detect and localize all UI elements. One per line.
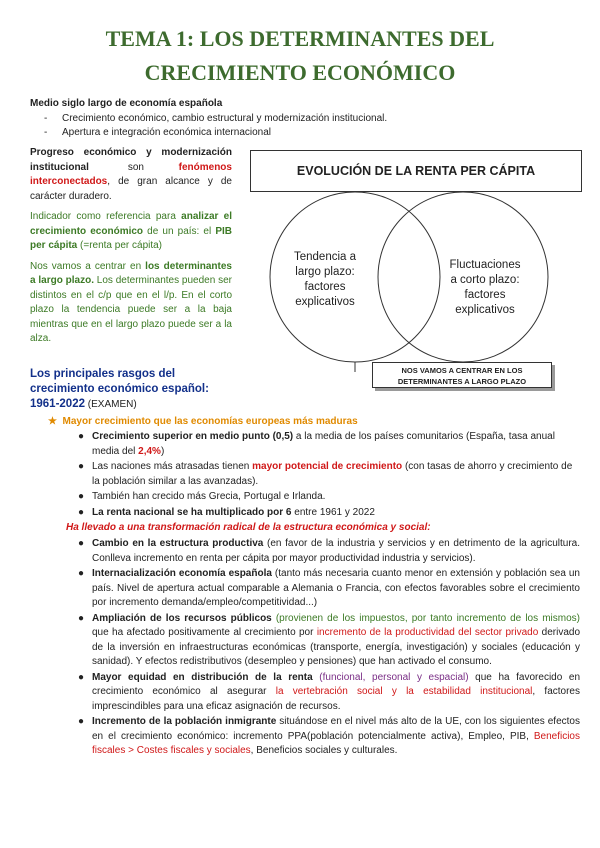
intro-section	[30, 97, 450, 141]
list-item: ● Ampliación de los recursos públicos (provienen de los impuestos, por tanto incremento de los mismos) que ha afectado positivamente al crecimiento por incremento de la productividad del sector privado derivado de la inversión en infraestructuras económicas (transporte, energía, investigación) y sociales (educación y sanidad). Y efectos redistributivos (desempleo y pensiones) que han activado el consumo.	[78, 612, 581, 667]
rasgos-heading: Los principales rasgos del crecimiento económico español: 1961-2022 (EXAMEN)	[30, 368, 209, 410]
list-item: ● Mayor equidad en distribución de la renta (funcional, personal y espacial) que ha favorecido en crecimiento económico al asegurar la vertebración social y la estabilidad institucional, factores imprescindibles para una eficaz asignación de recursos.	[78, 671, 581, 712]
progress-paragraph: Progreso económico y modernización institucional son fenómenos interconectados, de gran alcance y de carácter duradero.	[30, 147, 232, 202]
list-item: ● Las naciones más atrasadas tienen mayor potencial de crecimiento (con tasas de ahorro y crecimiento de la población similar a las avanzadas).	[78, 461, 573, 487]
title-line-2: CRECIMIENTO ECONÓMICO	[144, 60, 456, 85]
diagram-title: EVOLUCIÓN DE LA RENTA PER CÁPITA	[296, 164, 536, 178]
intro-item: - Crecimiento económico, cambio estructural y modernización institucional.	[30, 112, 450, 127]
list-item: ● Crecimiento superior en medio punto (0,5) a la media de los países comunitarios (España, tasa anual media del 2,4%)	[78, 431, 555, 457]
transform-heading: Ha llevado a una transformación radical de la estructura económica y social:	[66, 522, 431, 533]
left-column	[30, 146, 232, 347]
focus-paragraph: Nos vamos a centrar en los determinantes a largo plazo. Los determinantes pueden ser distintos en el c/p que en el l/p. En el corto plazo la tendencia puede ser a la baja mientras que en el largo plazo puede ser a la alza.	[30, 260, 232, 344]
list-item: ● La renta nacional se ha multiplicado por 6 entre 1961 y 2022	[78, 506, 375, 518]
diagram-title-box	[250, 150, 582, 192]
star-icon: ★	[48, 416, 57, 427]
venn-right-label: Fluctuaciones a corto plazo: factores explicativos	[449, 259, 521, 316]
intro-list	[30, 112, 450, 141]
rasgos-list	[78, 430, 580, 521]
title-line-1: TEMA 1: LOS DETERMINANTES DEL	[105, 26, 495, 51]
venn-left-label: Tendencia a largo plazo: factores explicativos	[293, 251, 357, 308]
transform-list	[78, 537, 581, 760]
list-item: ● Incremento de la población inmigrante situándose en el nivel más alto de la UE, con los siguientes efectos en el crecimiento económico: incremento PPA(población potencialmente activa), Empleo, PIB, Beneficios fiscales > Costes fiscales y sociales, Beneficios sociales y culturales.	[78, 716, 580, 756]
diagram-note: NOS VAMOS A CENTRAR EN LOS DETERMINANTES A LARGO PLAZO	[372, 362, 552, 388]
list-item: ● También han crecido más Grecia, Portugal e Irlanda.	[78, 491, 326, 502]
indicator-paragraph: Indicador como referencia para analizar el crecimiento económico de un país: el PIB per cápita (=renta per cápita)	[30, 211, 233, 251]
intro-item: - Apertura e integración económica internacional	[30, 126, 450, 141]
intro-heading: Medio siglo largo de economía española	[30, 98, 223, 109]
list-item: ● Internacialización economía española (tanto más necesaria cuanto menor en extensión y población sea un país. Nivel de apertura actual comparable a Alemania o Francia, con efectos favorables sobre el crecimiento por incremento demanda/empleo/competitividad...)	[78, 568, 580, 608]
list-item: ● Cambio en la estructura productiva (en favor de la industria y servicios y en detrimento de la agricultura. Conlleva incremento en renta per cápita por mayor productividad industria y servicios).	[78, 538, 580, 564]
page-title	[0, 22, 600, 90]
star-item: ★ Mayor crecimiento que las economías europeas más maduras	[48, 416, 358, 427]
